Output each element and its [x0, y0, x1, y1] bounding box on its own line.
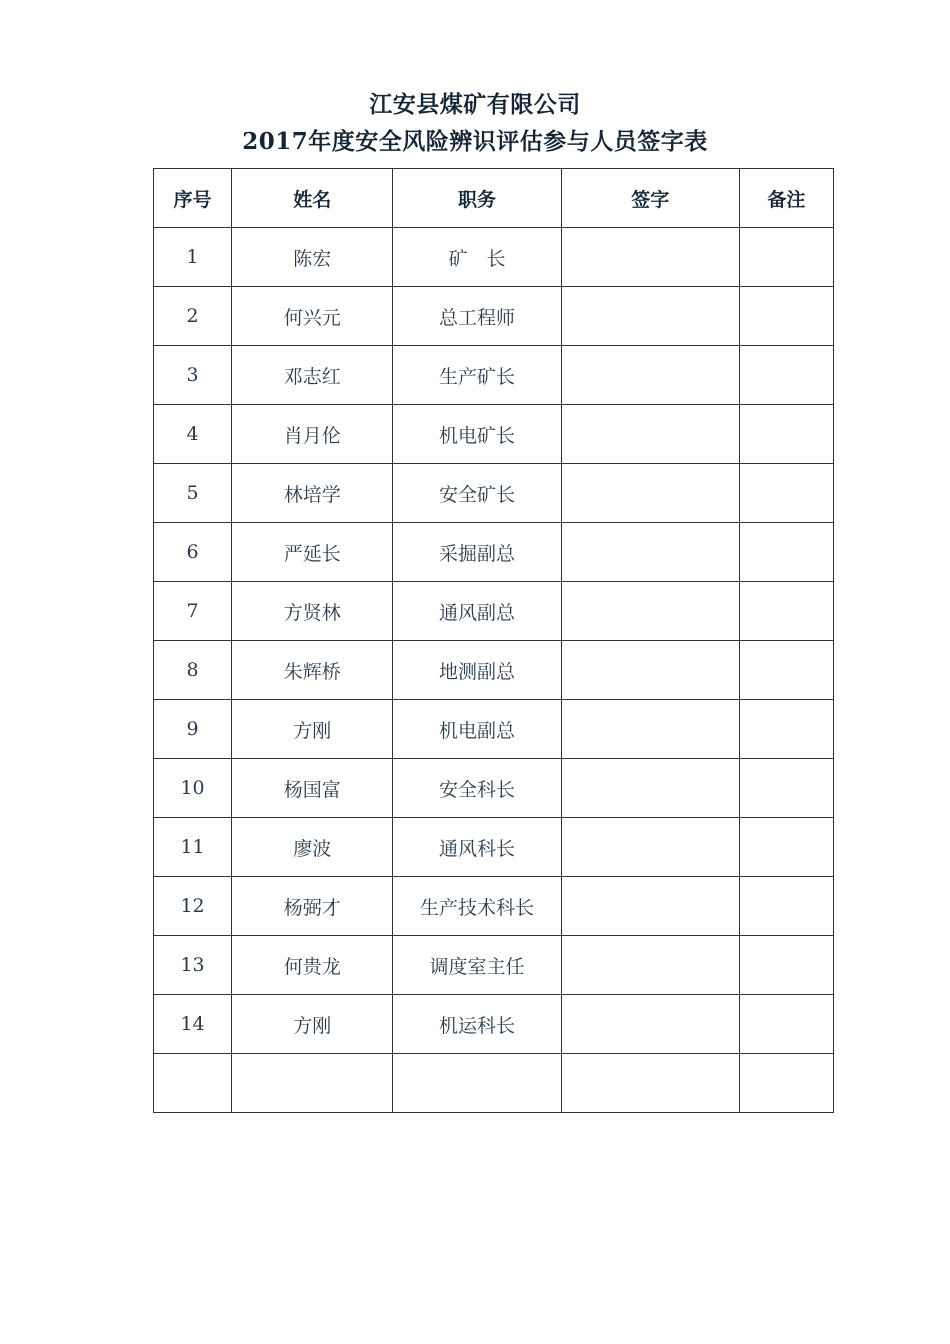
- table-row: [154, 346, 834, 405]
- cell-remarks[interactable]: [739, 818, 833, 877]
- cell-serial-number: 4: [154, 405, 232, 464]
- cell-remarks[interactable]: [739, 464, 833, 523]
- cell-duty: 通风科长: [393, 818, 561, 877]
- cell-duty: 机电副总: [393, 700, 561, 759]
- cell-remarks[interactable]: [739, 1054, 833, 1113]
- company-title: 江安县煤矿有限公司: [369, 91, 581, 118]
- cell-name: 方贤林: [232, 582, 393, 641]
- cell-signature[interactable]: [561, 995, 739, 1054]
- header-name: 姓名: [232, 169, 393, 228]
- cell-signature[interactable]: [561, 700, 739, 759]
- table-row: [154, 877, 834, 936]
- cell-remarks[interactable]: [739, 759, 833, 818]
- signature-table: [153, 168, 834, 1113]
- cell-duty: 通风副总: [393, 582, 561, 641]
- cell-serial-number: 11: [154, 818, 232, 877]
- cell-duty: 生产技术科长: [393, 877, 561, 936]
- cell-name: 肖月伦: [232, 405, 393, 464]
- table-row: [154, 405, 834, 464]
- cell-name: 方刚: [232, 700, 393, 759]
- table-row: [154, 641, 834, 700]
- table-header-row: [154, 169, 834, 228]
- cell-serial-number: 13: [154, 936, 232, 995]
- cell-remarks[interactable]: [739, 995, 833, 1054]
- cell-signature[interactable]: [561, 464, 739, 523]
- cell-remarks[interactable]: [739, 346, 833, 405]
- cell-duty: 安全科长: [393, 759, 561, 818]
- cell-duty: 机运科长: [393, 995, 561, 1054]
- cell-remarks[interactable]: [739, 405, 833, 464]
- table-row: [154, 1054, 834, 1113]
- cell-signature[interactable]: [561, 818, 739, 877]
- cell-signature[interactable]: [561, 405, 739, 464]
- cell-duty: 采掘副总: [393, 523, 561, 582]
- cell-duty: [393, 1054, 561, 1113]
- table-row: [154, 818, 834, 877]
- cell-name: 方刚: [232, 995, 393, 1054]
- cell-serial-number: 3: [154, 346, 232, 405]
- cell-remarks[interactable]: [739, 582, 833, 641]
- cell-name: 廖波: [232, 818, 393, 877]
- cell-duty: 机电矿长: [393, 405, 561, 464]
- document-title-block: [0, 86, 950, 160]
- cell-signature[interactable]: [561, 877, 739, 936]
- cell-signature[interactable]: [561, 582, 739, 641]
- cell-duty: 总工程师: [393, 287, 561, 346]
- table-row: [154, 936, 834, 995]
- cell-duty: 生产矿长: [393, 346, 561, 405]
- cell-remarks[interactable]: [739, 700, 833, 759]
- header-remarks: 备注: [739, 169, 833, 228]
- cell-name: 何贵龙: [232, 936, 393, 995]
- table-row: [154, 582, 834, 641]
- cell-name: 严延长: [232, 523, 393, 582]
- cell-serial-number: 7: [154, 582, 232, 641]
- table-row: [154, 523, 834, 582]
- cell-serial-number: 10: [154, 759, 232, 818]
- cell-signature[interactable]: [561, 346, 739, 405]
- cell-serial-number: 6: [154, 523, 232, 582]
- cell-duty: 地测副总: [393, 641, 561, 700]
- cell-name: 陈宏: [232, 228, 393, 287]
- cell-name: 杨国富: [232, 759, 393, 818]
- table-row: [154, 228, 834, 287]
- cell-signature[interactable]: [561, 228, 739, 287]
- cell-signature[interactable]: [561, 523, 739, 582]
- cell-name: 邓志红: [232, 346, 393, 405]
- cell-remarks[interactable]: [739, 877, 833, 936]
- table-row: [154, 995, 834, 1054]
- cell-signature[interactable]: [561, 641, 739, 700]
- cell-duty: 调度室主任: [393, 936, 561, 995]
- table-body: [154, 228, 834, 1113]
- cell-name: 何兴元: [232, 287, 393, 346]
- cell-serial-number: 1: [154, 228, 232, 287]
- cell-remarks[interactable]: [739, 936, 833, 995]
- cell-remarks[interactable]: [739, 523, 833, 582]
- cell-remarks[interactable]: [739, 641, 833, 700]
- cell-serial-number: 5: [154, 464, 232, 523]
- header-signature: 签字: [561, 169, 739, 228]
- cell-name: 林培学: [232, 464, 393, 523]
- cell-remarks[interactable]: [739, 287, 833, 346]
- table-row: [154, 700, 834, 759]
- cell-serial-number: 8: [154, 641, 232, 700]
- table-row: [154, 759, 834, 818]
- cell-duty: 矿 长: [393, 228, 561, 287]
- cell-serial-number: 2: [154, 287, 232, 346]
- cell-duty: 安全矿长: [393, 464, 561, 523]
- cell-signature[interactable]: [561, 936, 739, 995]
- table-row: [154, 287, 834, 346]
- cell-name: 朱辉桥: [232, 641, 393, 700]
- cell-name: [232, 1054, 393, 1113]
- cell-serial-number: 14: [154, 995, 232, 1054]
- form-subtitle: 2017年度安全风险辨识评估参与人员签字表: [242, 128, 708, 155]
- header-serial-number: 序号: [154, 169, 232, 228]
- table-row: [154, 464, 834, 523]
- cell-serial-number: [154, 1054, 232, 1113]
- cell-serial-number: 9: [154, 700, 232, 759]
- cell-remarks[interactable]: [739, 228, 833, 287]
- cell-serial-number: 12: [154, 877, 232, 936]
- cell-signature[interactable]: [561, 1054, 739, 1113]
- header-duty: 职务: [393, 169, 561, 228]
- cell-signature[interactable]: [561, 759, 739, 818]
- cell-signature[interactable]: [561, 287, 739, 346]
- cell-name: 杨弼才: [232, 877, 393, 936]
